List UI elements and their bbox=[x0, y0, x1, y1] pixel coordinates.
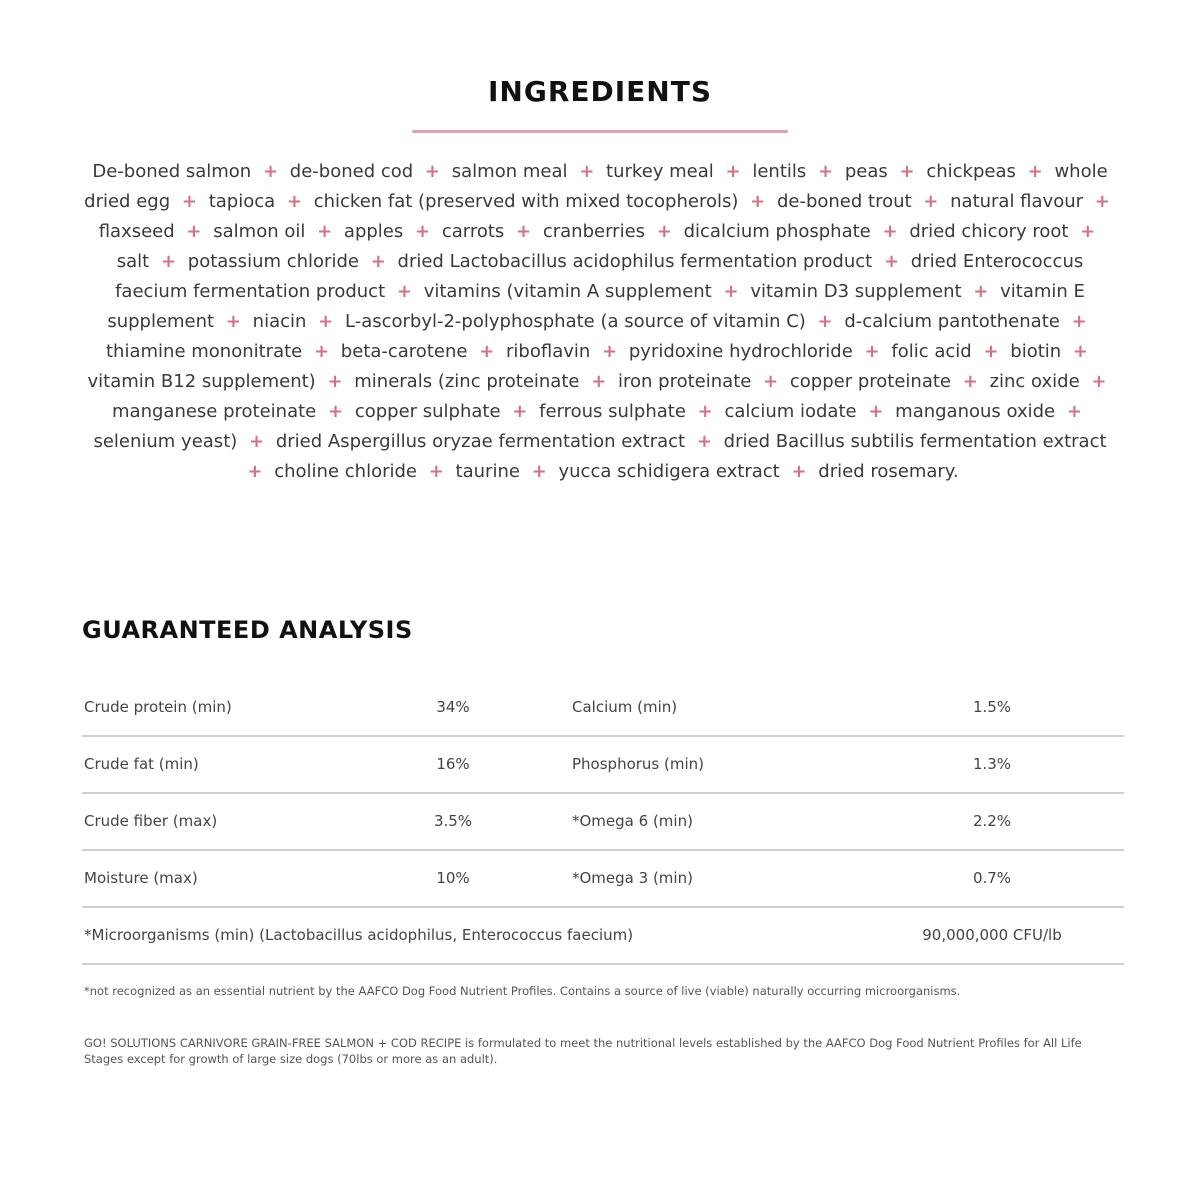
ingredient-item: peas bbox=[844, 161, 888, 182]
nutrient-label: Crude fiber (max) bbox=[84, 812, 218, 830]
plus-separator-icon: + bbox=[763, 371, 779, 392]
ingredient-item: apples bbox=[343, 221, 404, 242]
ingredient-item: whole dried egg bbox=[84, 161, 1108, 212]
plus-separator-icon: + bbox=[1071, 311, 1087, 332]
ingredient-item: dried Enterococcus faecium fermentation product bbox=[115, 251, 1084, 302]
ingredient-item: dicalcium phosphate bbox=[683, 221, 871, 242]
plus-separator-icon: + bbox=[186, 221, 202, 242]
ingredient-item: vitamins (vitamin A supplement bbox=[423, 281, 712, 302]
plus-separator-icon: + bbox=[1027, 161, 1043, 182]
nutrient-label: *Omega 6 (min) bbox=[572, 812, 693, 830]
table-row bbox=[82, 851, 1124, 908]
ingredient-item: De-boned salmon bbox=[92, 161, 252, 182]
plus-separator-icon: + bbox=[370, 251, 386, 272]
ingredient-item: selenium yeast) bbox=[93, 431, 238, 452]
ingredient-item: turkey meal bbox=[606, 161, 714, 182]
ingredient-item: potassium chloride bbox=[187, 251, 359, 272]
ingredient-item: chicken fat (preserved with mixed tocopherols) bbox=[313, 191, 739, 212]
plus-separator-icon: + bbox=[818, 161, 834, 182]
table-row bbox=[82, 680, 1124, 737]
ingredient-item: minerals (zinc proteinate bbox=[354, 371, 580, 392]
aafco-footnote: *not recognized as an essential nutrient by the AAFCO Dog Food Nutrient Profiles. Contains a source of live (viable) naturally occurring microorganisms. bbox=[84, 984, 961, 998]
ingredient-item: pyridoxine hydrochloride bbox=[628, 341, 853, 362]
plus-separator-icon: + bbox=[1094, 191, 1110, 212]
plus-separator-icon: + bbox=[225, 311, 241, 332]
ingredients-list bbox=[80, 157, 1120, 487]
ingredient-item: lentils bbox=[752, 161, 807, 182]
ingredient-item: iron proteinate bbox=[618, 371, 752, 392]
plus-separator-icon: + bbox=[317, 221, 333, 242]
ingredient-item: copper sulphate bbox=[354, 401, 501, 422]
microorganisms-row bbox=[82, 908, 1124, 965]
plus-separator-icon: + bbox=[725, 161, 741, 182]
table-row bbox=[82, 737, 1124, 794]
plus-separator-icon: + bbox=[696, 431, 712, 452]
ingredient-item: vitamin E supplement bbox=[107, 281, 1085, 332]
plus-separator-icon: + bbox=[286, 191, 302, 212]
ingredient-item: cranberries bbox=[542, 221, 646, 242]
ingredient-item: dried rosemary. bbox=[818, 461, 959, 482]
ingredient-item: dried Aspergillus oryzae fermentation extract bbox=[275, 431, 686, 452]
ingredient-item: de-boned trout bbox=[776, 191, 912, 212]
ingredient-item: manganese proteinate bbox=[112, 401, 317, 422]
ingredient-item: calcium iodate bbox=[724, 401, 857, 422]
nutrient-label: Moisture (max) bbox=[84, 869, 198, 887]
plus-separator-icon: + bbox=[750, 191, 766, 212]
plus-separator-icon: + bbox=[512, 401, 528, 422]
table-row bbox=[82, 794, 1124, 851]
ingredient-item: de-boned cod bbox=[289, 161, 414, 182]
plus-separator-icon: + bbox=[1066, 401, 1082, 422]
ingredients-section bbox=[80, 72, 1120, 487]
analysis-table bbox=[82, 680, 1124, 965]
guaranteed-analysis-section bbox=[82, 610, 1124, 1067]
plus-separator-icon: + bbox=[327, 371, 343, 392]
plus-separator-icon: + bbox=[723, 281, 739, 302]
ingredient-item: riboflavin bbox=[506, 341, 591, 362]
plus-separator-icon: + bbox=[428, 461, 444, 482]
plus-separator-icon: + bbox=[883, 251, 900, 272]
aafco-statement: GO! SOLUTIONS CARNIVORE GRAIN-FREE SALMON + COD RECIPE is formulated to meet the nutritional levels established by the AAFCO Dog Food Nutrient Profiles for All Life Stages except for growth of large size dogs (70lbs or more as an adult). bbox=[84, 1036, 1082, 1066]
nutrient-label: *Omega 3 (min) bbox=[572, 869, 693, 887]
ingredient-item: biotin bbox=[1010, 341, 1062, 362]
plus-separator-icon: + bbox=[249, 431, 265, 452]
plus-separator-icon: + bbox=[262, 161, 279, 182]
ingredient-item: yucca schidigera extract bbox=[558, 461, 780, 482]
plus-separator-icon: + bbox=[318, 311, 334, 332]
analysis-title: GUARANTEED ANALYSIS bbox=[82, 616, 413, 644]
ingredient-item: vitamin D3 supplement bbox=[750, 281, 962, 302]
ingredient-item: salmon oil bbox=[213, 221, 306, 242]
plus-separator-icon: + bbox=[396, 281, 412, 302]
nutrient-value: 10% bbox=[436, 869, 470, 887]
nutrient-label: Phosphorus (min) bbox=[572, 755, 704, 773]
ingredient-item: d-calcium pantothenate bbox=[844, 311, 1060, 332]
plus-separator-icon: + bbox=[1091, 371, 1107, 392]
plus-separator-icon: + bbox=[602, 341, 618, 362]
ingredient-item: taurine bbox=[455, 461, 520, 482]
microorganisms-value: 90,000,000 CFU/lb bbox=[922, 926, 1062, 944]
plus-separator-icon: + bbox=[882, 221, 898, 242]
ingredient-item: dried Bacillus subtilis fermentation extract bbox=[723, 431, 1107, 452]
ingredients-title: INGREDIENTS bbox=[487, 75, 712, 108]
ingredient-item: thiamine mononitrate bbox=[106, 341, 303, 362]
plus-separator-icon: + bbox=[868, 401, 884, 422]
ingredient-item: dried chicory root bbox=[909, 221, 1069, 242]
nutrient-value: 1.3% bbox=[972, 755, 1012, 773]
title-underline bbox=[412, 130, 788, 133]
ingredient-item: beta-carotene bbox=[340, 341, 468, 362]
ingredient-item: vitamin B12 supplement) bbox=[87, 371, 316, 392]
nutrient-value: 1.5% bbox=[972, 698, 1012, 716]
nutrient-value: 3.5% bbox=[433, 812, 473, 830]
ingredient-item: dried Lactobacillus acidophilus fermentation product bbox=[397, 251, 873, 272]
plus-separator-icon: + bbox=[424, 161, 441, 182]
plus-separator-icon: + bbox=[516, 221, 532, 242]
plus-separator-icon: + bbox=[160, 251, 177, 272]
ingredient-item: flaxseed bbox=[98, 221, 175, 242]
plus-separator-icon: + bbox=[973, 281, 989, 302]
plus-separator-icon: + bbox=[247, 461, 263, 482]
plus-separator-icon: + bbox=[899, 161, 915, 182]
nutrient-value: 2.2% bbox=[972, 812, 1012, 830]
ingredient-item: copper proteinate bbox=[789, 371, 951, 392]
ingredient-item: choline chloride bbox=[274, 461, 417, 482]
ingredient-item: folic acid bbox=[891, 341, 972, 362]
ingredient-item: chickpeas bbox=[926, 161, 1016, 182]
plus-separator-icon: + bbox=[479, 341, 495, 362]
ingredient-item: manganous oxide bbox=[895, 401, 1056, 422]
plus-separator-icon: + bbox=[864, 341, 880, 362]
nutrient-value: 0.7% bbox=[972, 869, 1012, 887]
plus-separator-icon: + bbox=[817, 311, 833, 332]
plus-separator-icon: + bbox=[962, 371, 978, 392]
ingredient-item: carrots bbox=[441, 221, 505, 242]
plus-separator-icon: + bbox=[1072, 341, 1088, 362]
ingredient-item: salmon meal bbox=[451, 161, 568, 182]
nutrient-value: 16% bbox=[436, 755, 470, 773]
nutrient-label: Crude fat (min) bbox=[84, 755, 199, 773]
ingredient-item: tapioca bbox=[208, 191, 276, 212]
plus-separator-icon: + bbox=[327, 401, 344, 422]
plus-separator-icon: + bbox=[697, 401, 713, 422]
plus-separator-icon: + bbox=[791, 461, 807, 482]
plus-separator-icon: + bbox=[181, 191, 197, 212]
plus-separator-icon: + bbox=[579, 161, 595, 182]
plus-separator-icon: + bbox=[923, 191, 939, 212]
ingredient-item: zinc oxide bbox=[989, 371, 1080, 392]
ingredient-item: natural flavour bbox=[950, 191, 1084, 212]
ingredient-item: L-ascorbyl-2-polyphosphate (a source of vitamin C) bbox=[344, 311, 806, 332]
ingredient-item: ferrous sulphate bbox=[539, 401, 686, 422]
nutrient-value: 34% bbox=[436, 698, 470, 716]
plus-separator-icon: + bbox=[591, 371, 607, 392]
plus-separator-icon: + bbox=[656, 221, 672, 242]
plus-separator-icon: + bbox=[313, 341, 330, 362]
nutrient-label: Calcium (min) bbox=[572, 698, 678, 716]
plus-separator-icon: + bbox=[1080, 221, 1096, 242]
plus-separator-icon: + bbox=[983, 341, 999, 362]
plus-separator-icon: + bbox=[531, 461, 547, 482]
ingredient-item: salt bbox=[116, 251, 150, 272]
ingredient-item: niacin bbox=[252, 311, 307, 332]
plus-separator-icon: + bbox=[415, 221, 431, 242]
nutrient-label: Crude protein (min) bbox=[84, 698, 232, 716]
microorganisms-label: *Microorganisms (min) (Lactobacillus acidophilus, Enterococcus faecium) bbox=[84, 926, 634, 944]
